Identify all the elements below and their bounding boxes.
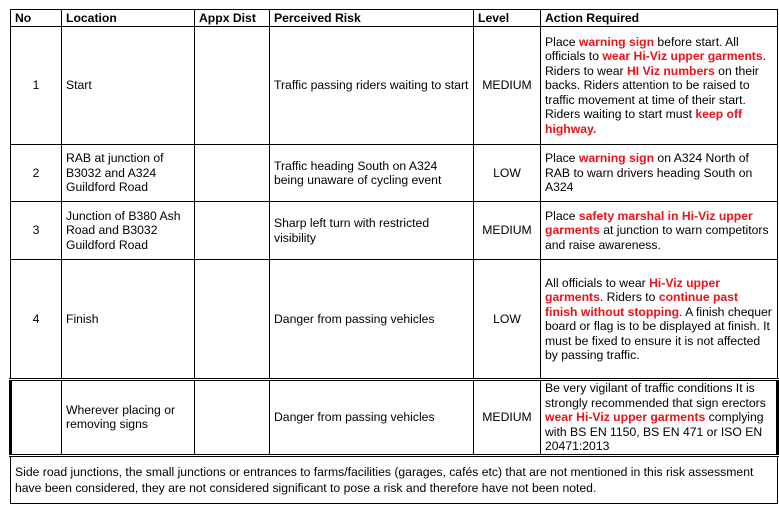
action-text: Place — [545, 34, 579, 49]
risk-assessment-table — [9, 9, 779, 504]
row-level: LOW — [474, 260, 541, 380]
row-distance — [195, 27, 270, 145]
footnote-row — [11, 455, 778, 503]
row-risk: Traffic passing riders waiting to start — [270, 27, 474, 145]
footnote-text: Side road junctions, the small junctions or entrances to farms/facilities (garages, cafés etc) that are not mentioned in this risk assessment have been considered, they are not considered significant to pose a risk and therefore have not been noted. — [11, 455, 778, 503]
row-action — [541, 202, 778, 260]
table-row — [11, 202, 778, 260]
action-emphasis: wear Hi-Viz upper garments — [545, 410, 706, 424]
action-emphasis: HI Viz numbers — [626, 63, 715, 78]
row-action — [541, 260, 778, 380]
action-text: Place — [545, 208, 579, 223]
action-emphasis: Hi-Viz upper garments — [545, 275, 720, 304]
row-distance — [195, 202, 270, 260]
row-risk: Danger from passing vehicles — [270, 260, 474, 380]
table-row-signs — [11, 380, 778, 456]
action-emphasis: warning sign — [578, 151, 655, 166]
row-level: MEDIUM — [474, 380, 541, 456]
action-emphasis: continue past finish without stopping — [545, 290, 739, 319]
row-number: 3 — [11, 202, 62, 260]
action-text: . Riders to — [599, 290, 659, 304]
header-location: Location — [62, 10, 195, 27]
header-level: Level — [474, 10, 541, 27]
row-location: RAB at junction of B3032 and A324 Guildford Road — [62, 145, 195, 202]
row-risk: Danger from passing vehicles — [270, 380, 474, 456]
row-number: 1 — [11, 27, 62, 145]
risk-assessment-sheet — [9, 9, 776, 511]
action-emphasis: keep off highway. — [545, 107, 743, 136]
row-location: Wherever placing or removing signs — [62, 380, 195, 456]
row-action — [541, 380, 778, 456]
row-risk: Traffic heading South on A324 being unaware of cycling event — [270, 145, 474, 202]
action-text: on A324 North of RAB to warn drivers heading South on A324 — [545, 151, 753, 195]
action-emphasis: warning sign — [578, 34, 655, 49]
row-number — [11, 380, 62, 456]
action-text: All officials to wear — [545, 275, 650, 290]
table-row — [11, 145, 778, 202]
row-action — [541, 27, 778, 145]
table-row — [11, 27, 778, 145]
row-number: 2 — [11, 145, 62, 202]
action-text: complying with BS EN 1150, BS EN 471 or ISO EN 20471:2013 — [545, 410, 764, 453]
row-action — [541, 145, 778, 202]
action-text: at junction to warn competitors and raise awareness. — [545, 223, 769, 252]
action-text: . A finish chequer board or flag is to be displayed at finish. It must be fixed to ensure it is not affected by passing traffic. — [545, 304, 772, 362]
header-perceived-risk: Perceived Risk — [270, 10, 474, 27]
header-appx-dist: Appx Dist — [195, 10, 270, 27]
row-distance — [195, 145, 270, 202]
header-row — [11, 10, 778, 27]
table-row — [11, 260, 778, 380]
action-text: Place — [545, 151, 579, 166]
row-number: 4 — [11, 260, 62, 380]
row-risk: Sharp left turn with restricted visibility — [270, 202, 474, 260]
action-text: before start. All officials to — [545, 34, 739, 64]
action-text: Be very vigilant of traffic conditions It is strongly recommended that sign erectors — [545, 381, 766, 410]
action-emphasis: wear Hi-Viz upper garments — [602, 49, 763, 64]
header-no: No — [11, 10, 62, 27]
row-location: Finish — [62, 260, 195, 380]
header-action-required: Action Required — [541, 10, 778, 27]
action-emphasis: safety marshal in Hi-Viz upper garments — [545, 208, 753, 238]
row-distance — [195, 260, 270, 380]
action-text: on their backs. Riders attention to be raised to traffic movement at time of their start. Riders waiting to start must — [545, 63, 759, 122]
action-text: . Riders to wear — [545, 49, 767, 78]
row-level: MEDIUM — [474, 27, 541, 145]
row-location: Start — [62, 27, 195, 145]
row-location: Junction of B380 Ash Road and B3032 Guildford Road — [62, 202, 195, 260]
row-distance — [195, 380, 270, 456]
row-level: MEDIUM — [474, 202, 541, 260]
row-level: LOW — [474, 145, 541, 202]
